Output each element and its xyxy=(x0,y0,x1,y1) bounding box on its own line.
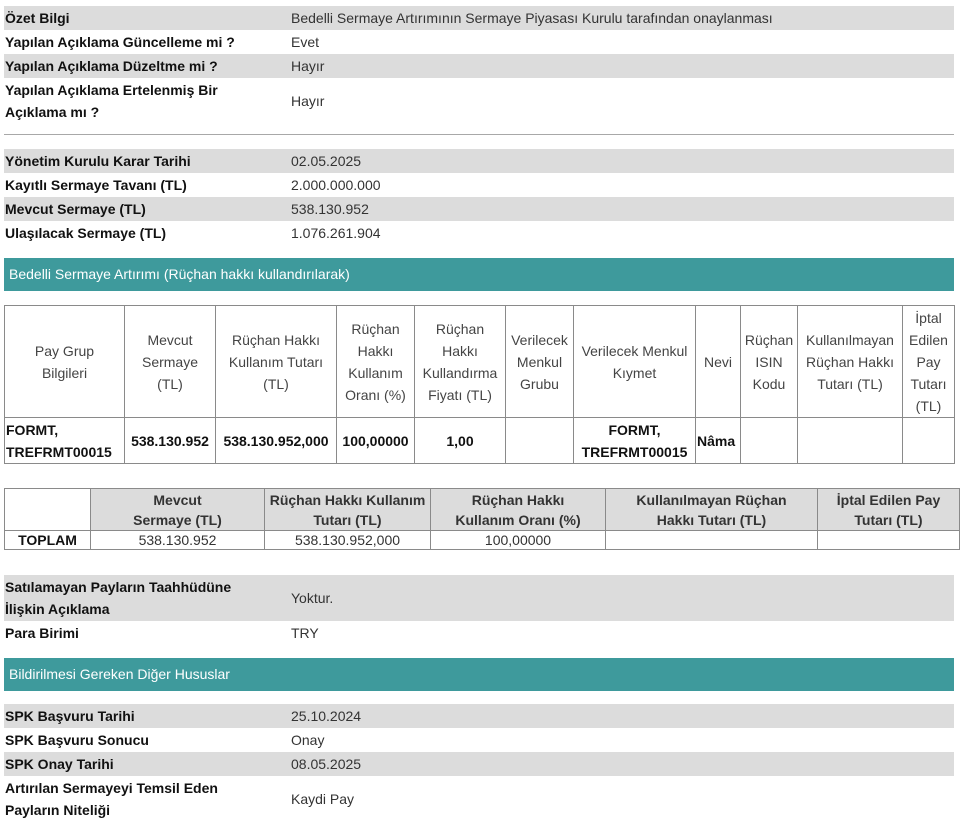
capital-label: Kayıtlı Sermaye Tavanı (TL) xyxy=(5,177,187,193)
extra-value: TRY xyxy=(291,625,319,641)
spk-label-line1: Artırılan Sermayeyi Temsil Eden xyxy=(5,780,218,796)
extra-label-line1: Satılamayan Payların Taahhüdüne xyxy=(5,579,232,595)
cell-security: FORMT, TREFRMT00015 xyxy=(574,418,696,464)
summary-label-line2: Açıklama mı ? xyxy=(5,104,100,120)
spk-label xyxy=(4,776,290,822)
col-header-rights-ratio: Rüçhan Hakkı Kullanım Oranı (%) xyxy=(337,306,415,418)
extra-label xyxy=(4,575,290,621)
divider xyxy=(4,134,954,135)
summary-label: Yapılan Açıklama Düzeltme mi ? xyxy=(4,54,290,78)
cell-rights-price: 1,00 xyxy=(415,418,506,464)
capital-value: 538.130.952 xyxy=(290,197,954,221)
capital-row xyxy=(4,149,954,173)
totals-header-current-capital: Mevcut Sermaye (TL) xyxy=(91,489,265,531)
totals-rights-amount: 538.130.952,000 xyxy=(265,531,431,550)
col-header-current-capital: Mevcut Sermaye (TL) xyxy=(125,306,216,418)
extra-value: Yoktur. xyxy=(290,575,954,621)
summary-value: Bedelli Sermaye Artırımının Sermaye Piyasası Kurulu tarafından onaylanması xyxy=(290,6,954,30)
spk-label: SPK Başvuru Tarihi xyxy=(4,704,290,728)
cell-type: Nâma xyxy=(696,418,741,464)
totals-data-row xyxy=(5,531,960,550)
totals-header-rights-amount: Rüçhan Hakkı Kullanım Tutarı (TL) xyxy=(265,489,431,531)
section-header-rights: Bedelli Sermaye Artırımı (Rüçhan hakkı kullandırılarak) xyxy=(4,258,954,291)
cell-cancelled-amount xyxy=(903,418,955,464)
rights-table xyxy=(4,305,955,464)
cell-group: FORMT, TREFRMT00015 xyxy=(5,418,125,464)
spk-value: Kaydi Pay xyxy=(291,791,355,807)
spk-value: Onay xyxy=(291,732,325,748)
capital-table xyxy=(4,149,954,245)
extra-row xyxy=(4,575,954,621)
col-header-isin: Rüçhan ISIN Kodu xyxy=(741,306,798,418)
summary-table xyxy=(4,6,954,124)
capital-row xyxy=(4,197,954,221)
summary-label: Yapılan Açıklama Güncelleme mi ? xyxy=(5,34,235,50)
capital-row xyxy=(4,173,954,197)
spk-value: 25.10.2024 xyxy=(290,704,954,728)
col-header-rights-price: Rüçhan Hakkı Kullandırma Fiyatı (TL) xyxy=(415,306,506,418)
rights-header-row xyxy=(5,306,955,418)
col-header-unused-amount: Kullanılmayan Rüçhan Hakkı Tutarı (TL) xyxy=(798,306,903,418)
extra-row xyxy=(4,621,954,645)
summary-row xyxy=(4,78,954,124)
summary-value: Hayır xyxy=(291,93,325,109)
col-header-security-group: Verilecek Menkul Grubu xyxy=(506,306,574,418)
col-header-group: Pay Grup Bilgileri xyxy=(5,306,125,418)
summary-value: Evet xyxy=(291,34,320,50)
extra-label-line2: İlişkin Açıklama xyxy=(5,601,110,617)
section-header-other: Bildirilmesi Gereken Diğer Hususlar xyxy=(4,658,954,691)
totals-rights-ratio: 100,00000 xyxy=(431,531,606,550)
totals-current-capital: 538.130.952 xyxy=(91,531,265,550)
rights-data-row xyxy=(5,418,955,464)
capital-label: Ulaşılacak Sermaye (TL) xyxy=(5,225,167,241)
spk-row xyxy=(4,752,954,776)
summary-row xyxy=(4,54,954,78)
spk-table xyxy=(4,704,954,822)
totals-unused-amount xyxy=(606,531,818,550)
summary-label: Özet Bilgi xyxy=(4,6,290,30)
totals-cancelled-amount xyxy=(818,531,960,550)
cell-current-capital: 538.130.952 xyxy=(125,418,216,464)
totals-header-rights-ratio: Rüçhan Hakkı Kullanım Oranı (%) xyxy=(431,489,606,531)
cell-rights-amount: 538.130.952,000 xyxy=(216,418,337,464)
cell-rights-ratio: 100,00000 xyxy=(337,418,415,464)
capital-value: 02.05.2025 xyxy=(290,149,954,173)
summary-label xyxy=(4,78,290,124)
spk-row xyxy=(4,704,954,728)
summary-row xyxy=(4,30,954,54)
totals-header-cancelled-amount: İptal Edilen Pay Tutarı (TL) xyxy=(818,489,960,531)
spk-row xyxy=(4,728,954,752)
capital-label: Mevcut Sermaye (TL) xyxy=(4,197,290,221)
summary-value: Hayır xyxy=(290,54,954,78)
col-header-rights-amount: Rüçhan Hakkı Kullanım Tutarı (TL) xyxy=(216,306,337,418)
spk-label-line2: Payların Niteliği xyxy=(5,802,111,818)
cell-security-group xyxy=(506,418,574,464)
totals-label: TOPLAM xyxy=(5,531,91,550)
col-header-cancelled-amount: İptal Edilen Pay Tutarı (TL) xyxy=(903,306,955,418)
capital-value: 1.076.261.904 xyxy=(291,225,381,241)
cell-isin xyxy=(741,418,798,464)
extra-label: Para Birimi xyxy=(5,625,79,641)
totals-header-unused-amount: Kullanılmayan Rüçhan Hakkı Tutarı (TL) xyxy=(606,489,818,531)
spk-row xyxy=(4,776,954,822)
capital-row xyxy=(4,221,954,245)
totals-table xyxy=(4,488,960,550)
totals-header-row xyxy=(5,489,960,531)
capital-value: 2.000.000.000 xyxy=(291,177,381,193)
col-header-type: Nevi xyxy=(696,306,741,418)
summary-row xyxy=(4,6,954,30)
spk-label: SPK Onay Tarihi xyxy=(4,752,290,776)
spk-value: 08.05.2025 xyxy=(290,752,954,776)
col-header-security: Verilecek Menkul Kıymet xyxy=(574,306,696,418)
cell-unused-amount xyxy=(798,418,903,464)
summary-label-line1: Yapılan Açıklama Ertelenmiş Bir xyxy=(5,82,218,98)
spk-label: SPK Başvuru Sonucu xyxy=(5,732,149,748)
capital-label: Yönetim Kurulu Karar Tarihi xyxy=(4,149,290,173)
totals-header-blank xyxy=(5,489,91,531)
extra-table xyxy=(4,575,954,645)
